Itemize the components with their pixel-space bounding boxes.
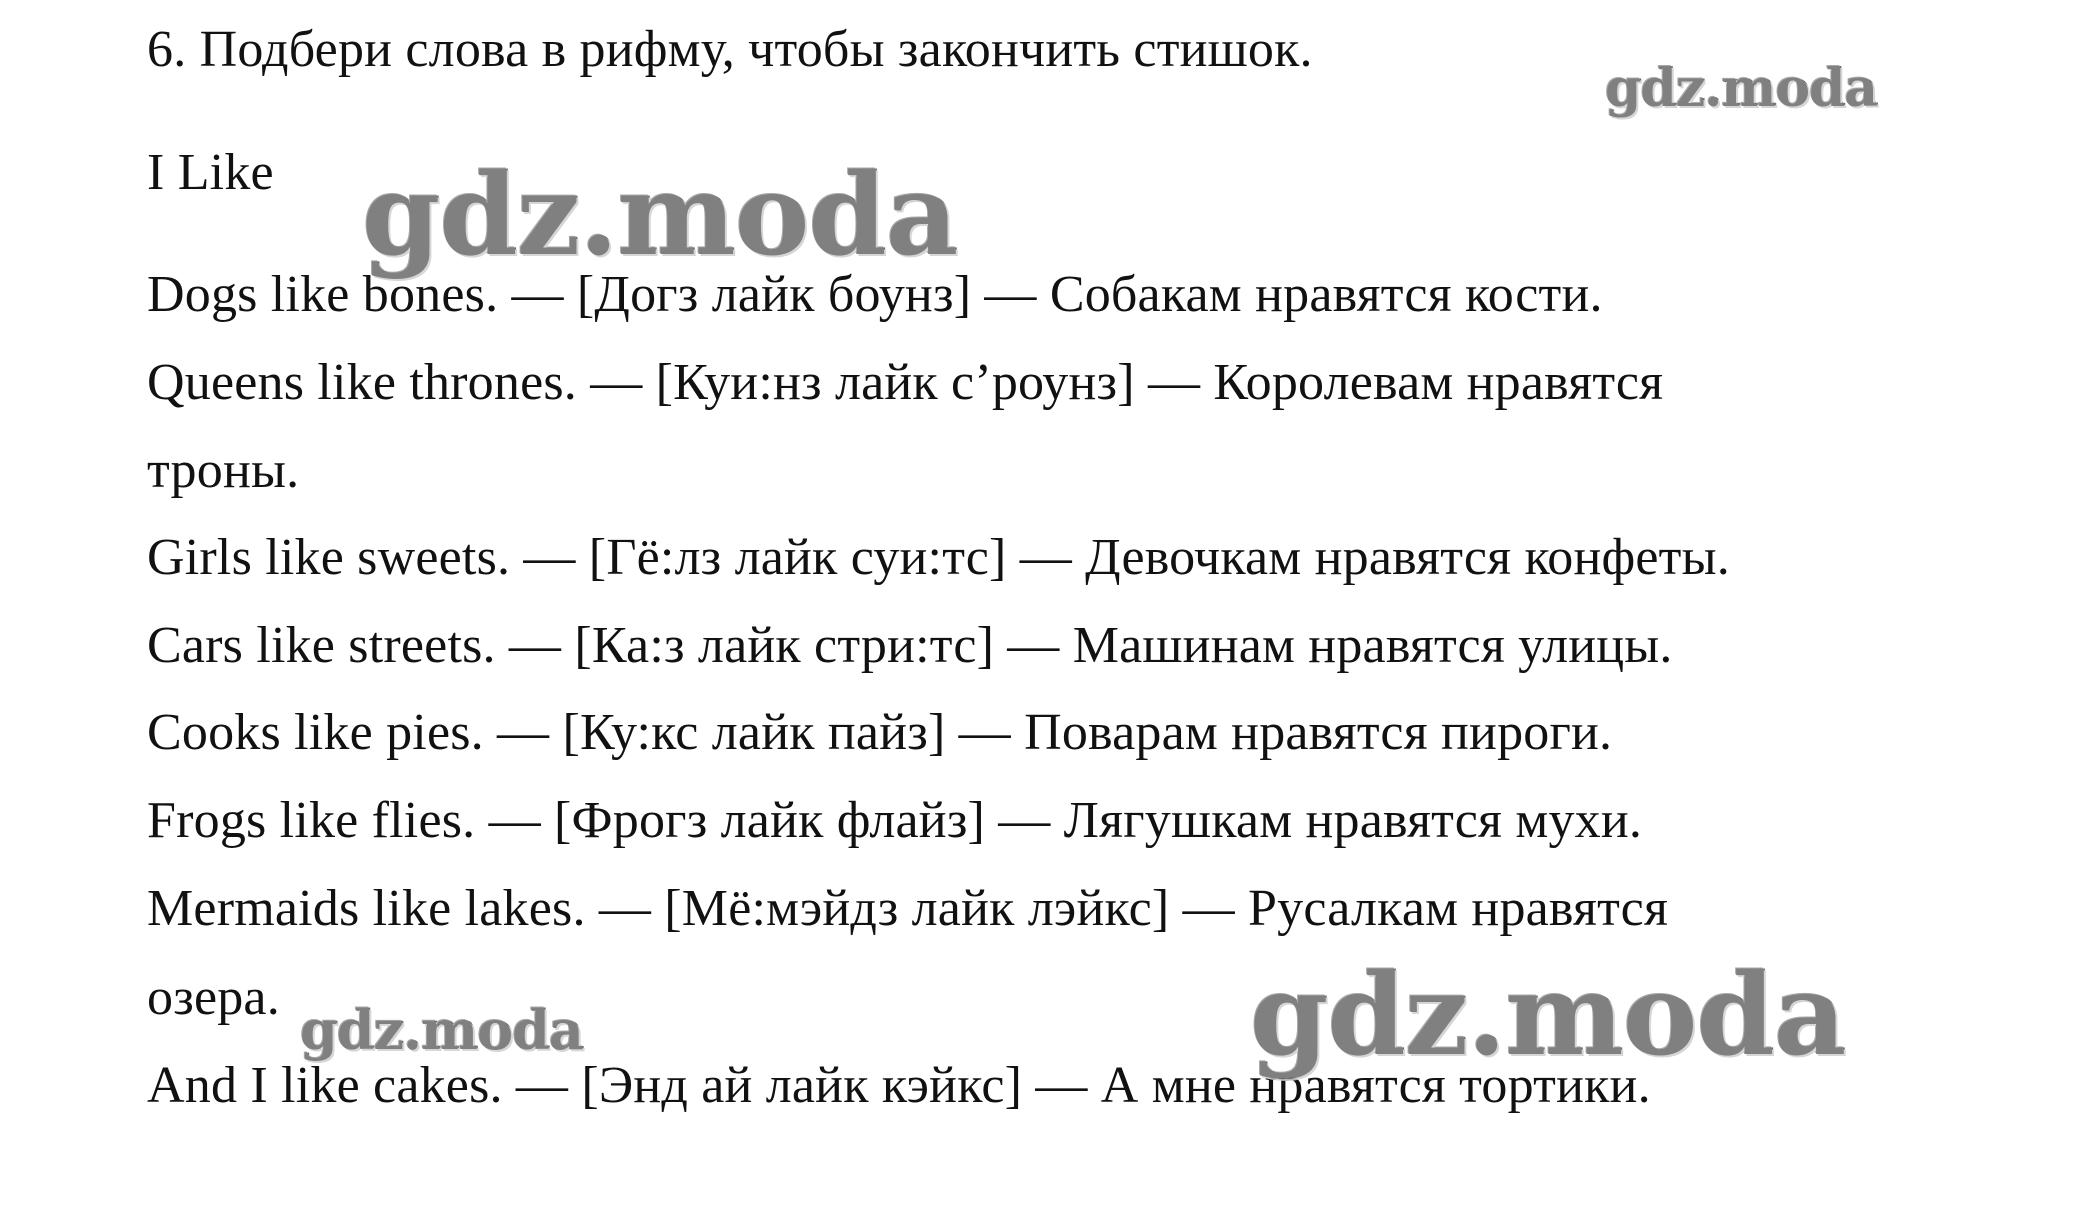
- poem-line: озера.: [147, 969, 280, 1026]
- task-heading: 6. Подбери слова в рифму, чтобы закончить стишок.: [147, 21, 1313, 78]
- poem-line: Frogs like flies. — [Фрогз лайк флайз] — Лягушкам нравятся мухи.: [147, 792, 1643, 849]
- poem-line: Cars like streets. — [Ка:з лайк стри:тс] — Машинам нравятся улицы.: [147, 617, 1673, 674]
- poem-title: I Like: [147, 144, 274, 201]
- poem-line: Dogs like bones. — [Догз лайк боунз] — Собакам нравятся кости.: [147, 266, 1603, 323]
- poem-line: Queens like thrones. — [Куи:нз лайк с’роунз] — Королевам нравятся: [147, 354, 1664, 411]
- watermark-logo: gdz.moda: [1605, 58, 1878, 119]
- watermark-logo: gdz.moda: [362, 150, 958, 281]
- poem-line: Mermaids like lakes. — [Мё:мэйдз лайк лэйкс] — Русалкам нравятся: [147, 880, 1669, 937]
- watermark-logo: gdz.moda: [1250, 950, 1846, 1081]
- watermark-logo: gdz.moda: [300, 998, 583, 1062]
- poem-line: Cooks like pies. — [Ку:кс лайк пайз] — Поварам нравятся пироги.: [147, 704, 1613, 761]
- poem-line: And I like cakes. — [Энд ай лайк кэйкс] — А мне нравятся тортики.: [147, 1057, 1651, 1114]
- poem-line: Girls like sweets. — [Гё:лз лайк суи:тс] — Девочкам нравятся конфеты.: [147, 529, 1730, 586]
- poem-line: троны.: [147, 442, 300, 499]
